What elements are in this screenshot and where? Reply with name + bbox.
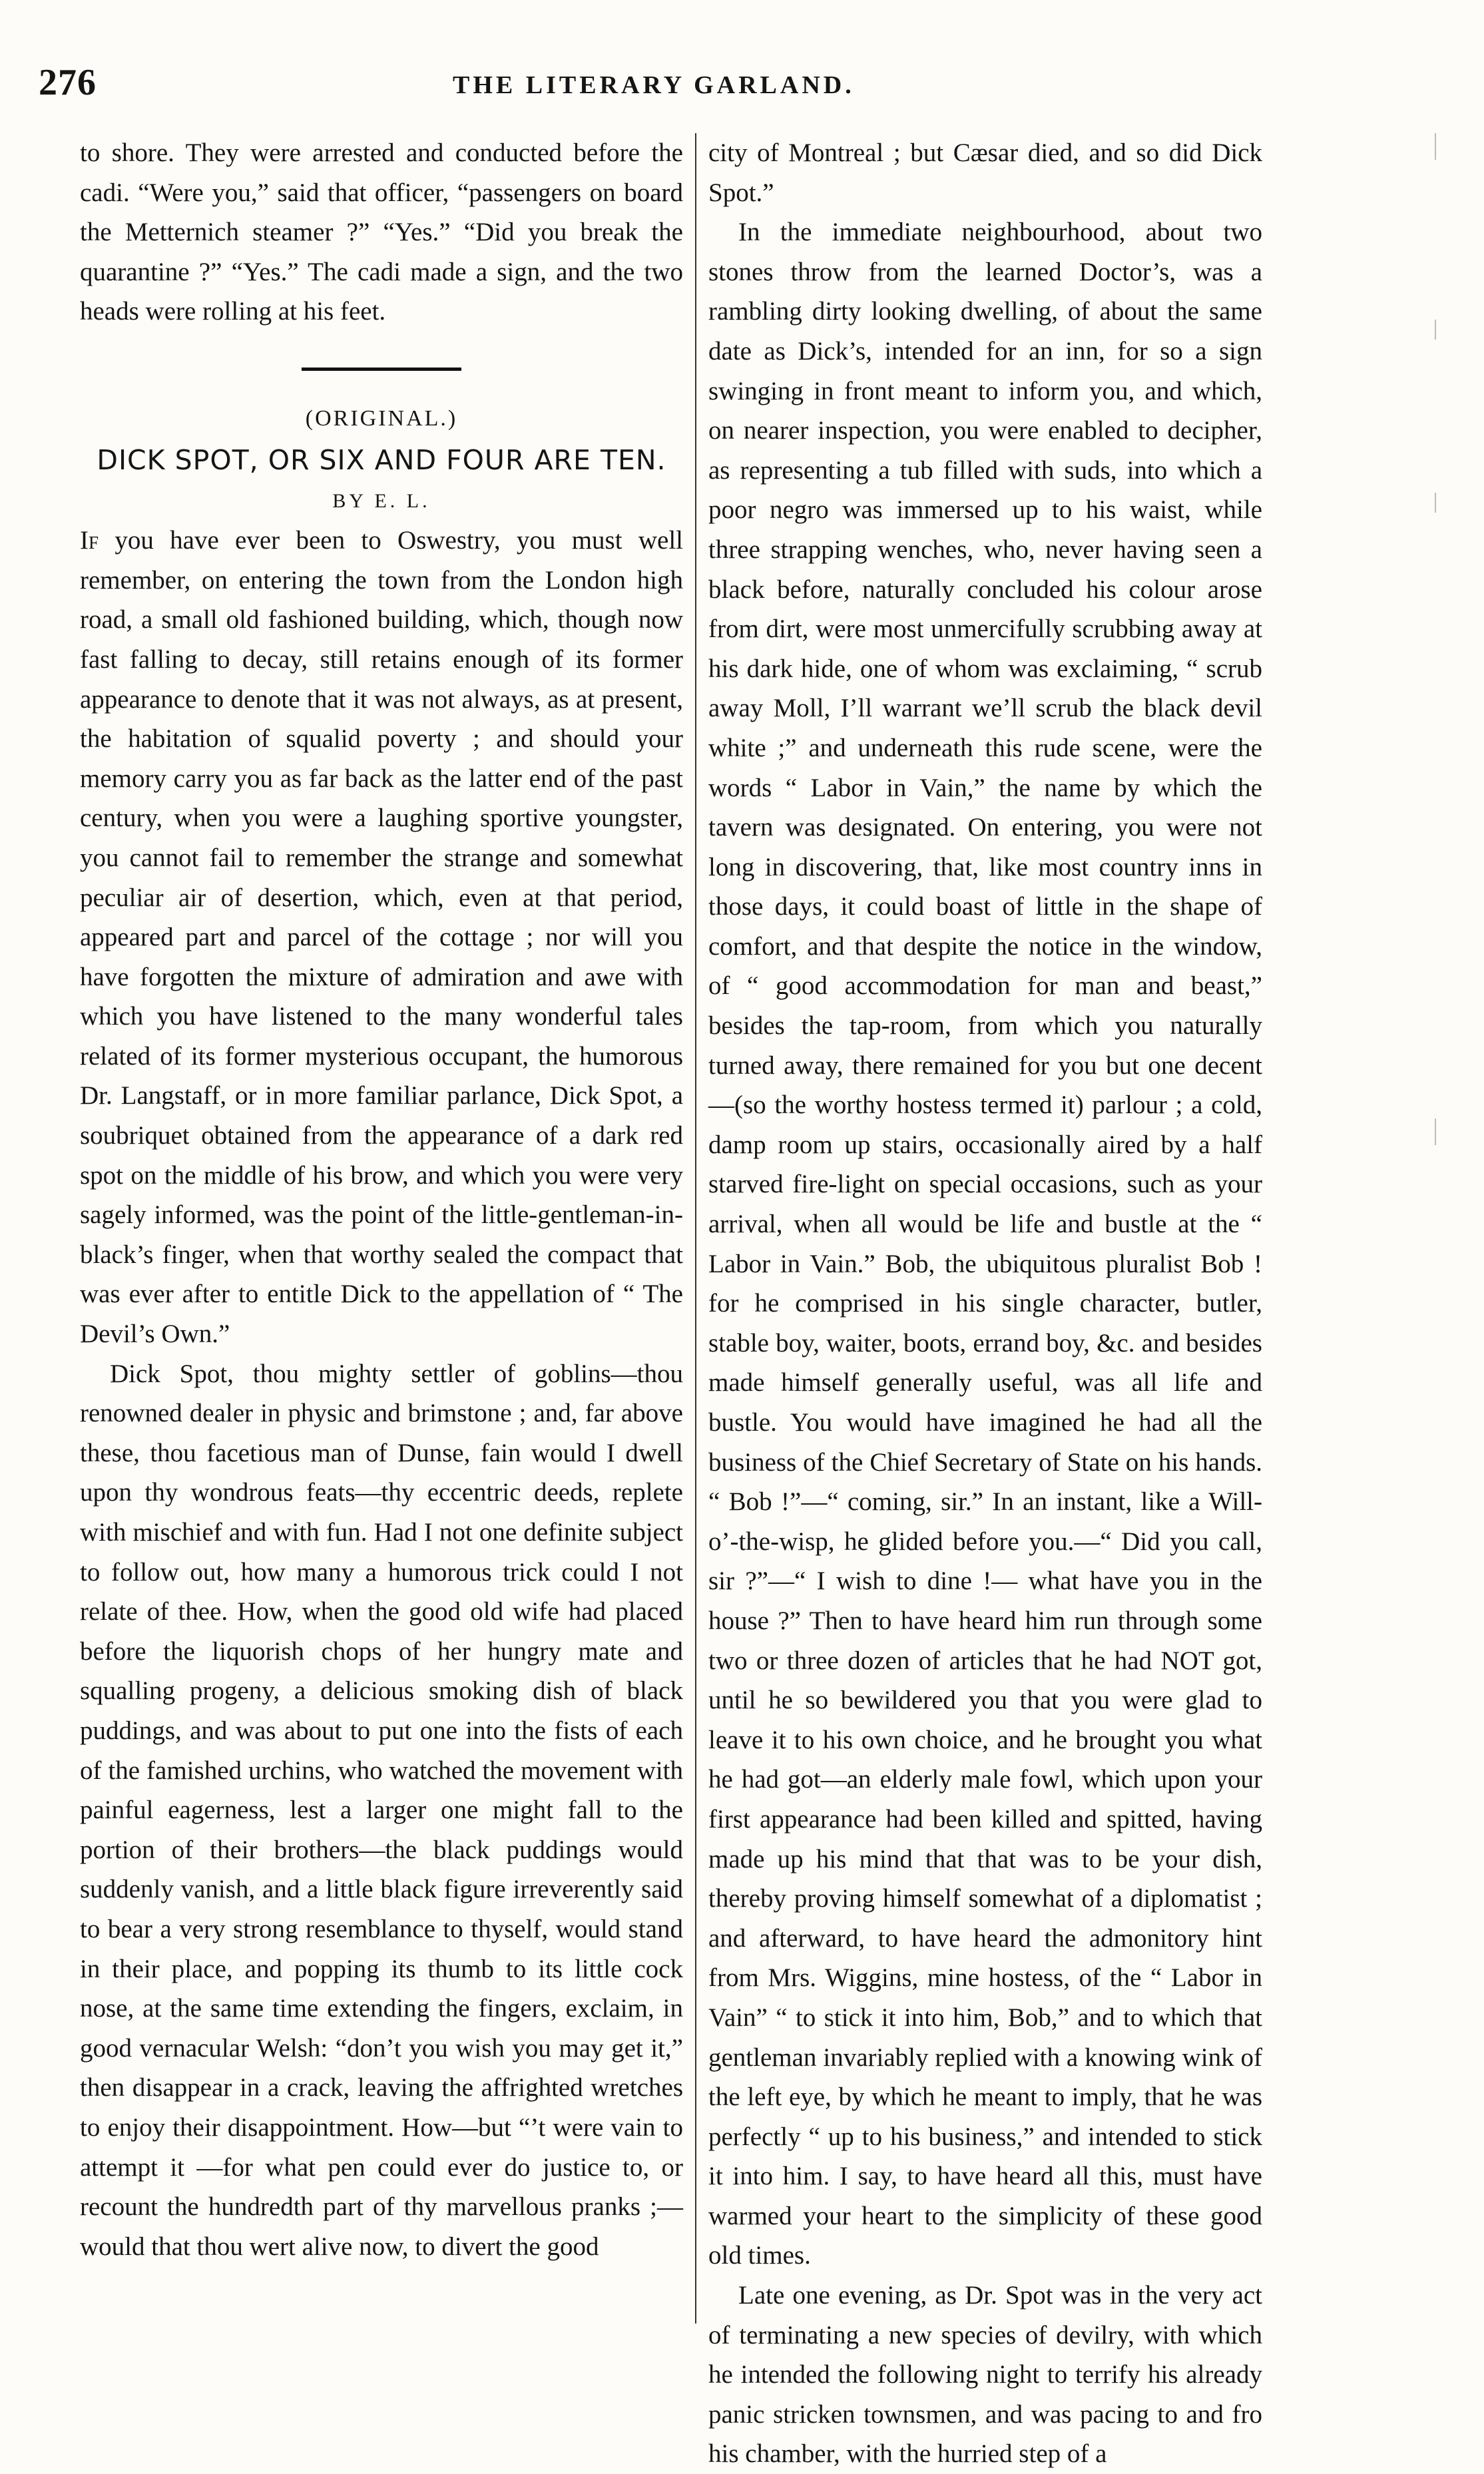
right-column bbox=[708, 133, 1262, 2474]
column-rule bbox=[695, 133, 696, 2324]
right-paragraph-2: In the immediate neighbourhood, about two stones throw from the learned Doctor’s, was a rambling dirty looking dwelling, of about the same date as Dick’s, intended for an inn, for so a sign swinging in front meant to inform you, and which, on nearer inspection, you were enabled to decipher, as representing a tub filled with suds, into which a poor negro was immersed up to his waist, while three strapping wenches, who, never having seen a black before, naturally concluded his colour arose from dirt, were most unmercifully scrubbing away at his dark hide, one of whom was exclaiming, “ scrub away Moll, I’ll warrant we’ll scrub the black devil white ;” and underneath this rude scene, were the words “ Labor in Vain,” the name by which the tavern was designated. On entering, you were not long in discovering, that, like most country inns in those days, it could boast of little in the shape of comfort, and that despite the notice in the window, of “ good accommodation for man and beast,” besides the tap-room, from which you naturally turned away, there remained for you but one decent—(so the worthy hostess termed it) parlour ; a cold, damp room up stairs, occasionally aired by a half starved fire-light on special occasions, such as your arrival, when all would be life and bustle at the “ Labor in Vain.” Bob, the ubiquitous pluralist Bob ! for he comprised in his single character, butler, stable boy, waiter, boots, errand boy, &c. and besides made himself generally useful, was all life and bustle. You would have imagined he had all the business of the Chief Secretary of State on his hands. “ Bob !”—“ coming, sir.” In an instant, like a Will-o’-the-wisp, he glided before you.—“ Did you call, sir ?”—“ I wish to dine !— what have you in the house ?” Then to have heard him run through some two or three dozen of articles that he had NOT got, until he so bewildered you that you were glad to leave it to his own choice, and he brought you what he had got—an elderly male fowl, which upon your first appearance had been killed and spitted, having made up his mind that that was to be your dish, thereby proving himself somewhat of a diplomatist ; and afterward, to have heard the admonitory hint from Mrs. Wiggins, mine hostess, of the “ Labor in Vain” “ to stick it into him, Bob,” and to which that gentleman invariably replied with a knowing wink of the left eye, by which he meant to imply, that he was perfectly “ up to his business,” and intended to stick it into him. I say, to have heard all this, must have warmed your heart to the simplicity of these good old times. bbox=[708, 218, 1262, 2270]
section-divider bbox=[302, 368, 461, 371]
original-label: (ORIGINAL.) bbox=[305, 405, 458, 431]
continued-paragraph: to shore. They were arrested and conducted before the cadi. “Were you,” said that officer, “passengers on board the Metternich steamer ?” “Yes.” “Did you break the quarantine ?” “Yes.” The cadi made a sign, and the two heads were rolling at his feet. bbox=[80, 138, 683, 326]
left-column bbox=[80, 133, 683, 2266]
opening-word: If bbox=[80, 526, 99, 555]
story-paragraph-1-text: you have ever been to Oswestry, you must well remember, on entering the town from the London high road, a small old fashioned building, which, though now fast falling to decay, still retains enough of its former appearance to denote that it was not always, as at present, the habitation of squalid poverty ; and should your memory carry you as far back as the latter end of the past century, when you were a laughing sportive youngster, you cannot fail to remember the strange and somewhat peculiar air of desertion, which, even at that period, appeared part and parcel of the cottage ; nor will you have forgotten the mixture of admiration and awe with which you have listened to the many wonderful tales related of its former mysterious occupant, the humorous Dr. Langstaff, or in more familiar parlance, Dick Spot, a soubriquet obtained from the appearance of a dark red spot on the middle of his brow, and which you were very sagely informed, was the point of the little-gentleman-in-black’s finger, when that worthy sealed the compact that was ever after to entitle Dick to the appellation of “ The Devil’s Own.” bbox=[80, 526, 683, 1349]
story-paragraph-2: Dick Spot, thou mighty settler of goblins—thou renowned dealer in physic and brimstone ; and, far above these, thou facetious man of Dunse, fain would I dwell upon thy wondrous feats—thy eccentric deeds, replete with mischief and with fun. Had I not one definite subject to follow out, how many a humorous trick could I not relate of thee. How, when the good old wife had placed before the liquorish chops of her hungry mate and squalling progeny, a delicious smoking dish of black puddings, and was about to put one into the fists of each of the famished urchins, who watched the movement with painful eagerness, lest a larger one might fall to the portion of their brothers—the black puddings would suddenly vanish, and a little black figure irreverently said to bear a very strong resemblance to thyself, would stand in their place, and popping its thumb to its little cock nose, at the same time extending the fingers, exclaim, in good vernacular Welsh: “don’t you wish you may get it,” then disappear in a crack, leaving the affrighted wretches to enjoy their disappointment. How—but “’t were vain to attempt it —for what pen could ever do justice to, or recount the hundredth part of thy marvellous pranks ;— would that thou wert alive now, to divert the good bbox=[80, 1359, 683, 2261]
page-number: 276 bbox=[39, 62, 97, 103]
story-title: DICK SPOT, OR SIX AND FOUR ARE TEN. bbox=[97, 443, 666, 476]
right-paragraph-1: city of Montreal ; but Cæsar died, and so did Dick Spot.” bbox=[708, 138, 1262, 207]
byline: BY E. L. bbox=[332, 489, 431, 512]
running-title: THE LITERARY GARLAND. bbox=[453, 71, 855, 99]
right-paragraph-3: Late one evening, as Dr. Spot was in the very act of terminating a new species of devilry, with which he intended the following night to terrify his already panic stricken townsmen, and was pacing to and fro his chamber, with the hurried step of a bbox=[708, 2281, 1262, 2469]
story-paragraph-1 bbox=[80, 521, 683, 1354]
